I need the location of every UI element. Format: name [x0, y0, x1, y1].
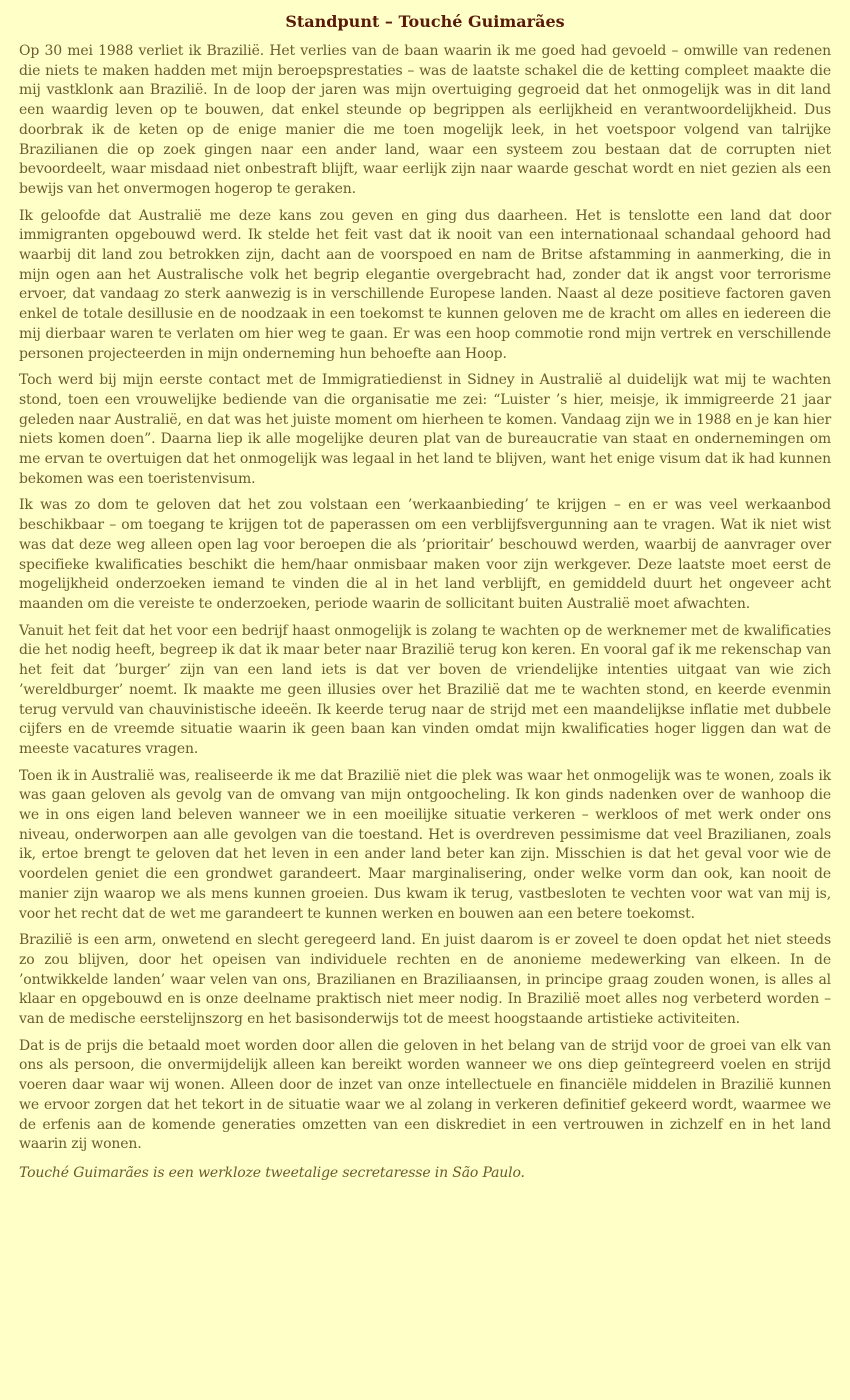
- article-title: Standpunt – Touché Guimarães: [285, 12, 565, 31]
- paragraph-7: Brazilië is een arm, onwetend en slecht geregeerd land. En juist daarom is er zoveel te doen opdat het niet steeds zo zou blijven, door het opeisen van individuele rechten en de anonieme medewerking van elkeen. In de ’ontwikkelde landen’ waar velen van ons, Brazilianen en Braziliaansen, in principe graag zouden wonen, is alles al klaar en opgebouwd en is onze deelname praktisch niet meer nodig. In Brazilië moet alles nog verbeterd worden – van de medische eerstelijnszorg en het basisonderwijs tot de meest hoogstaande artistieke activiteiten.: [19, 932, 831, 1028]
- author-note: Touché Guimarães is een werkloze tweetalige secretaresse in São Paulo.: [19, 1164, 525, 1181]
- paragraph-5: Vanuit het feit dat het voor een bedrijf haast onmogelijk is zolang te wachten op de werknemer met de kwalificaties die het nodig heeft, begreep ik dat ik maar beter naar Brazilië terug kon keren. En vooral gaf ik me rekenschap van het feit dat ’burger’ zijn van een land iets is dat ver boven de vriendelijke intenties uitgaat van wie zich ’wereldburger’ noemt. Ik maakte me geen illusies over het Brazilië dat me te wachten stond, en keerde evenmin terug vervuld van chauvinistische ideeën. Ik keerde terug naar de strijd met een maandelijkse inflatie met dubbele cijfers en de vreemde situatie waarin ik geen baan kan vinden omdat mijn kwalificaties hoger liggen dan wat de meeste vacatures vragen.: [19, 622, 831, 757]
- paragraph-8: Dat is de prijs die betaald moet worden door allen die geloven in het belang van de strijd voor de groei van elk van ons als persoon, die onvermijdelijk alleen kan bereikt worden wanneer we ons diep geïntegreerd voelen en strijd voeren daar waar wij wonen. Alleen door de inzet van onze intellectuele en financiële middelen in Brazilië kunnen we ervoor zorgen dat het tekort in de situatie waar we al zolang in verkeren definitief gekeerd wordt, waarmee we de erfenis aan de komende generaties omzetten van een diskrediet in een vertrouwen in zichzelf en in het land waarin zij wonen.: [19, 1037, 831, 1153]
- paragraph-3: Toch werd bij mijn eerste contact met de Immigratiedienst in Sidney in Australië al duidelijk wat mij te wachten stond, toen een vrouwelijke bediende van die organisatie me zei: “Luister ’s hier, meisje, ik immigreerde 21 jaar geleden naar Australië, en dat was het juiste moment om hierheen te komen. Vandaag zijn we in 1988 en je kan hier niets komen doen”. Daarna liep ik alle mogelijke deuren plat van de bureaucratie van staat en ondernemingen om me ervan te overtuigen dat het onmogelijk was legaal in het land te blijven, want het enige visum dat ik had kunnen bekomen was een toeristenvisum.: [19, 372, 831, 487]
- paragraph-2: Ik geloofde dat Australië me deze kans zou geven en ging dus daarheen. Het is tenslotte een land dat door immigranten opgebouwd werd. Ik stelde het feit vast dat ik nooit van een internationaal schandaal gehoord had waarbij dit land zou betrokken zijn, dacht aan de voorspoed en nam de Britse afstamming in aanmerking, die in mijn ogen aan het Australische volk het begrip elegantie overgebracht had, zonder dat ik angst voor terrorisme ervoer, dat vandaag zo sterk aanwezig is in verschillende Europese landen. Naast al deze positieve factoren gaven enkel de totale desillusie en de noodzaak in een toekomst te kunnen geloven me de kracht om alles en iedereen die mij dierbaar waren te verlaten om hier weg te gaan. Er was een hoop commotie rond mijn vertrek en verschillende personen projecteerden in mijn onderneming hun behoefte aan Hoop.: [19, 207, 831, 362]
- paragraph-1: Op 30 mei 1988 verliet ik Brazilië. Het verlies van de baan waarin ik me goed had gevoeld – omwille van redenen die niets te maken hadden met mijn beroepsprestaties – was de laatste schakel die de ketting compleet maakte die mij vastklonk aan Brazilië. In de loop der jaren was mijn overtuiging gegroeid dat het onmogelijk was in dit land een waardig leven op te bouwen, dat enkel steunde op begrippen als eerlijkheid en verantwoordelijkheid. Dus doorbrak ik de keten op de enige manier die me toen mogelijk leek, in het voetspoor volgend van talrijke Brazilianen die op zoek gingen naar een ander land, waar een systeem zou bestaan dat de corrupten niet bevoordeelt, waar misdaad niet onbestraft blijft, waar eerlijk zijn naar waarde geschat wordt en niet gezien als een bewijs van het onvermogen hogerop te geraken.: [19, 43, 831, 197]
- paragraph-4: Ik was zo dom te geloven dat het zou volstaan een ’werkaanbieding’ te krijgen – en er was veel werkaanbod beschikbaar – om toegang te krijgen tot de paperassen om een verblijfsvergunning aan te vragen. Wat ik niet wist was dat deze weg alleen open lag voor beroepen die als ’prioritair’ beschouwd werden, waarbij de aanvrager over specifieke kwalificaties beschikt die hem/haar onmisbaar maken voor zijn werkgever. Deze laatste moet eerst de mogelijkheid onderzoeken iemand te vinden die al in het land verblijft, en gemiddeld duurt het ongeveer acht maanden om die vereiste te onderzoeken, periode waarin de sollicitant buiten Australië moet afwachten.: [19, 497, 831, 612]
- paragraph-6: Toen ik in Australië was, realiseerde ik me dat Brazilië niet die plek was waar het onmogelijk was te wonen, zoals ik was gaan geloven als gevolg van de omvang van mijn ontgoocheling. Ik kon ginds nadenken over de wanhoop die we in ons eigen land beleven wanneer we in een moeilijke situatie verkeren – werkloos of met werk onder ons niveau, onderworpen aan alle gevolgen van die toestand. Het is overdreven pessimisme dat veel Brazilianen, zoals ik, ertoe brengt te geloven dat het leven in een ander land beter kan zijn. Misschien is dat het geval voor wie de voordelen geniet die een grondwet garandeert. Maar marginalisering, onder welke vorm dan ook, kan nooit de manier zijn waarop we als mens kunnen groeien. Dus kwam ik terug, vastbesloten te vechten voor wat van mij is, voor het recht dat de wet me garandeert te kunnen werken en bouwen aan een betere toekomst.: [19, 767, 831, 922]
